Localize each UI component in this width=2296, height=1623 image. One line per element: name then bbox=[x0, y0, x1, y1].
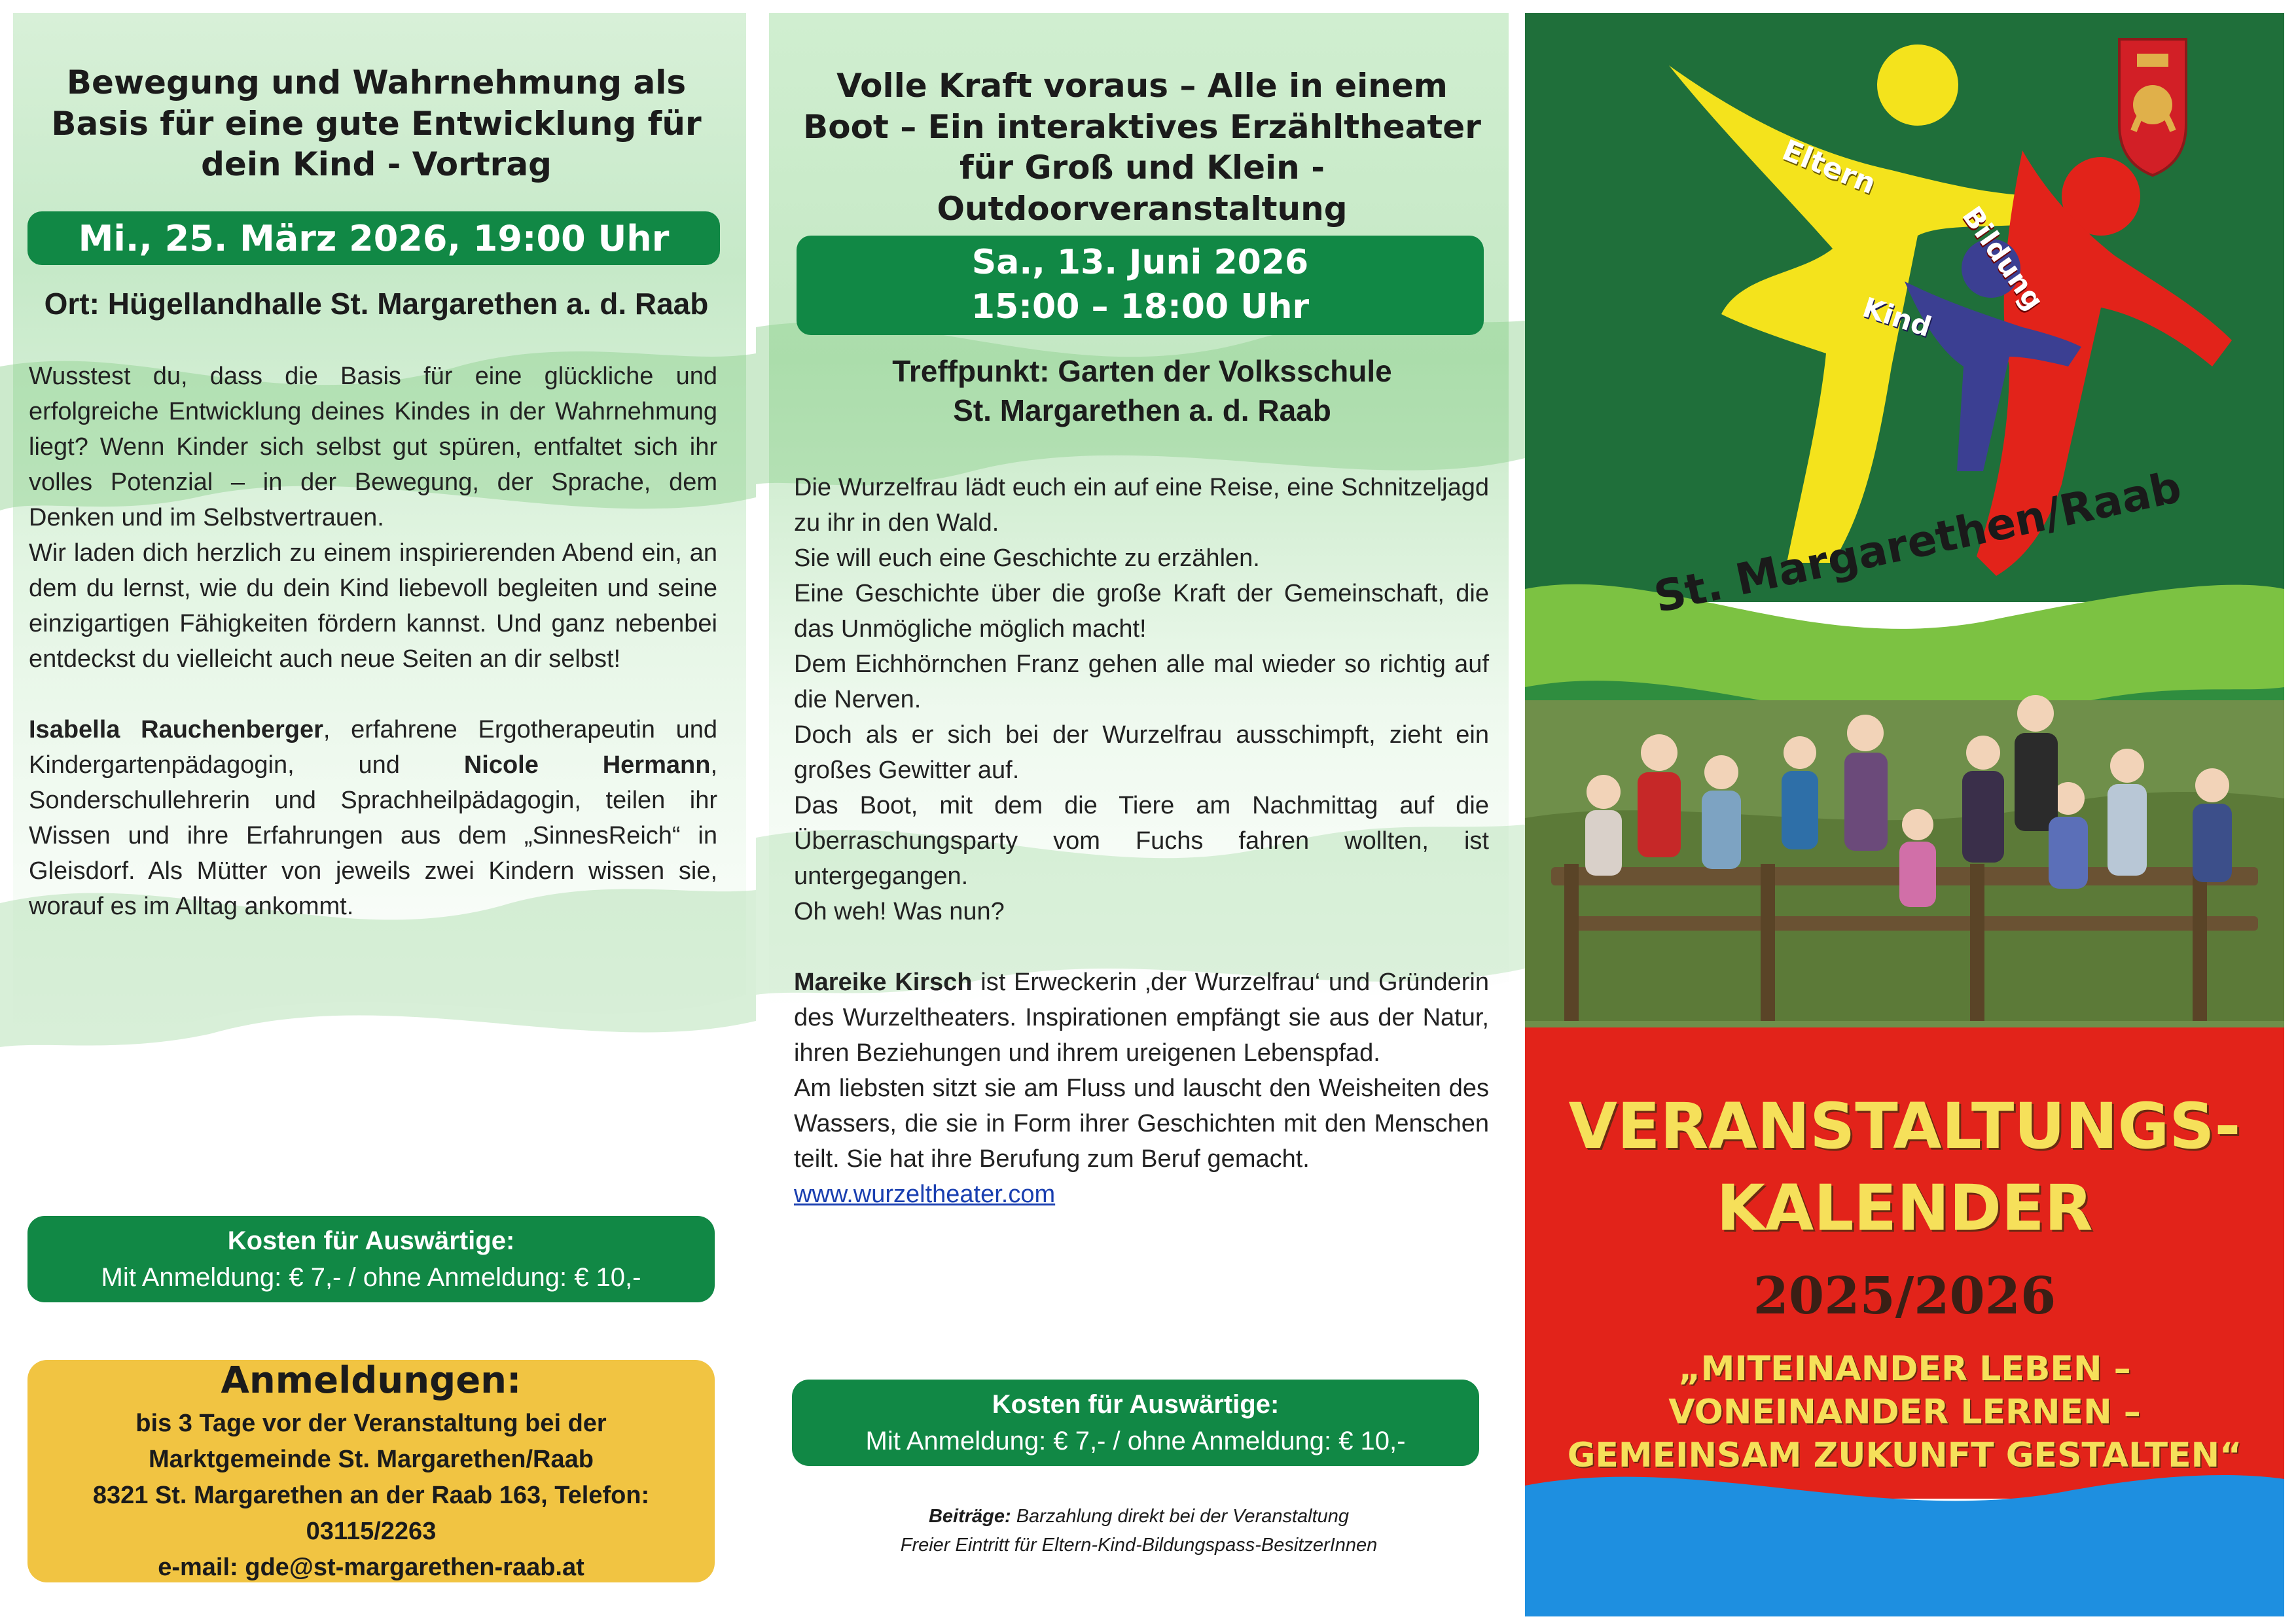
event1-paragraph-1: Wusstest du, dass die Basis für eine glückliche und erfolgreiche Entwicklung deines Kindes in der Wahrnehmung liegt? Wenn Kinder sich selbst gut spüren, entfaltet sich ihr volles Potenzial – in der Bewegung, der Sprache, dem Denken und im Selbstvertrauen. bbox=[29, 363, 717, 531]
event2-cost-box bbox=[792, 1380, 1479, 1466]
event1-title: Bewegung und Wahrnehmung als Basis für eine gute Entwicklung für dein Kind - Vortrag bbox=[51, 63, 702, 183]
event2-meeting-line-1: Treffpunkt: Garten der Volksschule bbox=[892, 354, 1392, 388]
website-link[interactable]: www.wurzeltheater.com bbox=[794, 1181, 1056, 1208]
event2-cost-line: Mit Anmeldung: € 7,- / ohne Anmeldung: € 10,- bbox=[865, 1427, 1406, 1455]
speaker1-name: Isabella Rauchenberger bbox=[29, 716, 323, 743]
story-line-4: Dem Eichhörnchen Franz gehen alle mal wieder so richtig auf die Nerven. bbox=[794, 651, 1489, 713]
story-line-3: Eine Geschichte über die große Kraft der Gemeinschaft, die das Unmögliche möglich macht! bbox=[794, 580, 1489, 643]
cover-panel bbox=[1525, 0, 2296, 1623]
event2-title: Volle Kraft voraus – Alle in einem Boot – Ein interaktives Erzähltheater für Groß und Klein - Outdoorveranstaltung bbox=[803, 67, 1481, 228]
event1-date: Mi., 25. März 2026, 19:00 Uhr bbox=[78, 217, 670, 259]
payment-note-label: Beiträge: bbox=[928, 1506, 1011, 1527]
event2-meeting-point bbox=[782, 352, 1502, 431]
registration-line-1: bis 3 Tage vor der Veranstaltung bei der bbox=[135, 1410, 607, 1438]
logo-word-eltern: Eltern bbox=[1777, 133, 1881, 202]
event2-cost-title: Kosten für Auswärtige: bbox=[992, 1390, 1280, 1419]
story-line-5: Doch als er sich bei der Wurzelfrau ausschimpft, zieht ein großes Gewitter auf. bbox=[794, 721, 1489, 784]
middle-panel bbox=[756, 0, 1525, 1623]
event2-date: Sa., 13. Juni 2026 bbox=[971, 243, 1309, 283]
speaker2-desc: , Sonderschullehrerin und Sprachheilpädagogin, teilen ihr Wissen und ihre Erfahrungen aus dem „SinnesReich“ in Gleisdorf. Als Mütter von jeweils zwei Kindern wissen sie, worauf es im Alltag ankommt. bbox=[29, 751, 717, 920]
event2-meeting-line-2: St. Margarethen a. d. Raab bbox=[953, 393, 1331, 427]
logo-place-name: St. Margarethen/Raab bbox=[1649, 461, 2186, 623]
story-line-2: Sie will euch eine Geschichte zu erzählen. bbox=[794, 544, 1260, 572]
speaker1-desc: , erfahrene Ergotherapeutin und Kindergartenpädagogin, und bbox=[29, 716, 718, 779]
event1-place: Ort: Hügellandhalle St. Margarethen a. d. Raab bbox=[44, 287, 709, 321]
logo-word-kind: Kind bbox=[1859, 291, 1935, 344]
artist-bio-2: Am liebsten sitzt sie am Fluss und lauscht den Weisheiten des Wassers, die sie in Form ihrer Geschichten mit den Menschen teilt. Sie hat ihre Berufung zum Beruf gemacht. bbox=[794, 1075, 1489, 1173]
registration-box bbox=[27, 1360, 715, 1582]
logo-word-bildung: Bildung bbox=[1956, 200, 2051, 316]
left-panel bbox=[0, 0, 756, 1623]
payment-note bbox=[795, 1502, 1482, 1560]
payment-note-line-1: Barzahlung direkt bei der Veranstaltung bbox=[1011, 1506, 1350, 1527]
artist-bio bbox=[794, 965, 1489, 1071]
story-line-1: Die Wurzelfrau lädt euch ein auf eine Reise, eine Schnitzeljagd zu ihr in den Wald. bbox=[794, 474, 1489, 537]
event1-paragraph-2: Wir laden dich herzlich zu einem inspirierenden Abend ein, an dem du lernst, wie du dein Kind liebevoll begleiten und seine einzigartigen Fähigkeiten fördern kannst. Und ganz nebenbei entdeckst du vielleicht auch neue Seiten an dir selbst! bbox=[29, 539, 717, 673]
story-line-6: Das Boot, mit dem die Tiere am Nachmittag auf die Überraschungsparty vom Fuchs fahren wollten, ist untergegangen. bbox=[794, 792, 1489, 890]
event1-date-bar bbox=[27, 211, 720, 265]
cover-title-line-2: KALENDER bbox=[1716, 1171, 2093, 1245]
registration-line-3: 8321 St. Margarethen an der Raab 163, Telefon: 03115/2263 bbox=[92, 1482, 650, 1546]
story-line-7: Oh weh! Was nun? bbox=[794, 898, 1005, 925]
cover-motto-line-2: VONEINANDER LERNEN – bbox=[1668, 1393, 2141, 1432]
registration-title: Anmeldungen: bbox=[221, 1359, 522, 1402]
event1-description bbox=[29, 359, 717, 924]
speaker2-name: Nicole Hermann bbox=[463, 751, 711, 779]
event2-description bbox=[794, 470, 1489, 1212]
event1-cost-title: Kosten für Auswärtige: bbox=[227, 1226, 515, 1255]
event1-cost-box bbox=[27, 1216, 715, 1302]
artist-desc: ist Erweckerin ‚der Wurzelfrau‘ und Gründerin des Wurzeltheaters. Inspirationen empfängt sie aus der Natur, ihren Beziehungen und ihrem ureigenen Lebenspfad. bbox=[794, 969, 1489, 1067]
registration-line-2: Marktgemeinde St. Margarethen/Raab bbox=[149, 1446, 594, 1474]
registration-email[interactable]: e-mail: gde@st-margarethen-raab.at bbox=[158, 1554, 584, 1582]
cover-years: 2025/2026 bbox=[1753, 1266, 2056, 1326]
event1-speakers bbox=[29, 712, 717, 924]
event2-date-bar bbox=[797, 236, 1484, 335]
event2-time: 15:00 – 18:00 Uhr bbox=[971, 287, 1310, 327]
event1-cost-line: Mit Anmeldung: € 7,- / ohne Anmeldung: € 10,- bbox=[101, 1263, 641, 1292]
payment-note-line-2: Freier Eintritt für Eltern-Kind-Bildungspass-BesitzerInnen bbox=[900, 1535, 1378, 1556]
cover-motto-line-1: „MITEINANDER LEBEN – bbox=[1678, 1349, 2131, 1389]
cover-title-line-1: VERANSTALTUNGS- bbox=[1568, 1090, 2241, 1163]
artist-name: Mareike Kirsch bbox=[794, 969, 973, 996]
cover-motto-line-3: GEMEINSAM ZUKUNFT GESTALTEN“ bbox=[1567, 1436, 2242, 1475]
